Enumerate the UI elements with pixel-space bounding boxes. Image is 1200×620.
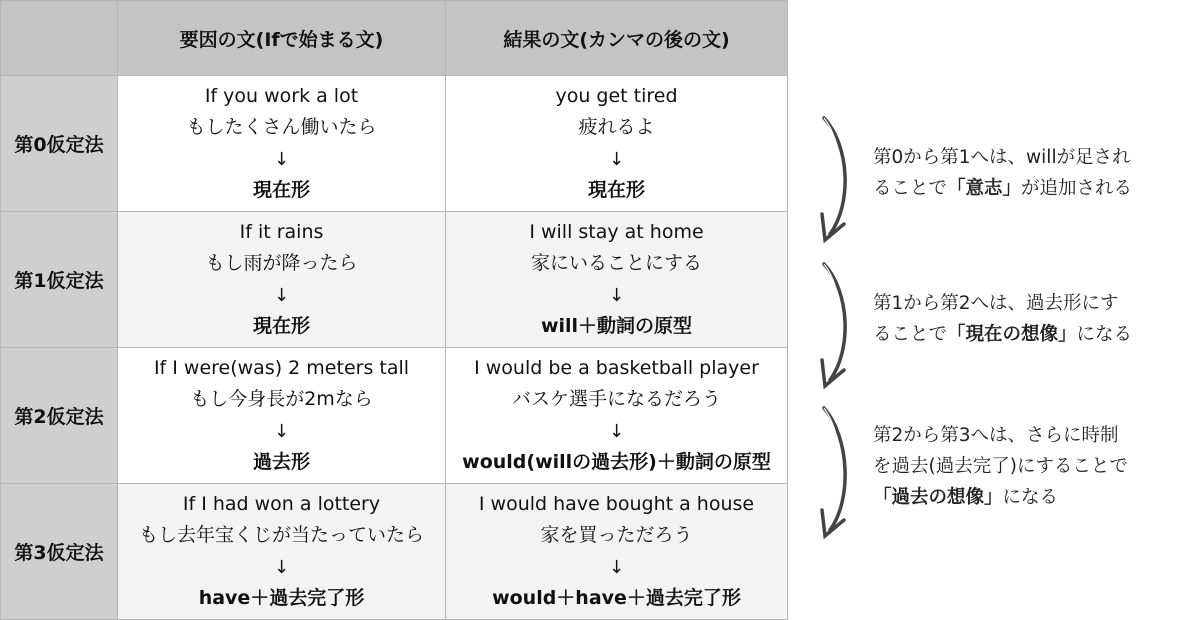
note-line: が追加される — [1021, 178, 1133, 199]
table-row — [1, 212, 788, 348]
down-arrow-icon: ↓ — [273, 556, 290, 578]
curved-down-arrow-icon — [810, 402, 860, 542]
result-cell — [446, 484, 788, 620]
header-result: 結果の文(カンマの後の文) — [446, 1, 788, 76]
result-english: you get tired — [555, 84, 678, 107]
cause-english: If I were(was) 2 meters tall — [153, 356, 410, 379]
result-cell — [446, 212, 788, 348]
header-cause: 要因の文(Ifで始まる文) — [118, 1, 446, 76]
note-line: ることで — [873, 178, 948, 199]
note-2-to-3 — [873, 420, 1193, 513]
down-arrow-icon: ↓ — [608, 420, 625, 442]
table-row — [1, 484, 788, 620]
result-cell — [446, 76, 788, 212]
result-english: I would have bought a house — [478, 492, 755, 515]
result-form: 現在形 — [587, 179, 645, 201]
result-english: I would be a basketball player — [474, 356, 759, 379]
result-cell — [446, 348, 788, 484]
note-1-to-2 — [873, 288, 1193, 350]
result-form: would(willの過去形)＋動詞の原型 — [462, 451, 771, 473]
note-line: 第1から第2へは、過去形にす — [873, 293, 1119, 314]
cause-form: have＋過去完了形 — [198, 587, 365, 609]
cause-english: If it rains — [239, 220, 324, 243]
note-line: ることで — [873, 324, 948, 345]
row-label: 第2仮定法 — [1, 348, 118, 484]
result-japanese: 家を買っただろう — [540, 524, 693, 546]
note-line: を過去(過去完了)にすることで — [873, 456, 1128, 477]
note-emphasis: 「現在の想像」 — [947, 324, 1077, 345]
note-line: 第0から第1へは、willが足され — [873, 147, 1131, 168]
down-arrow-icon: ↓ — [608, 556, 625, 578]
cause-form: 現在形 — [252, 315, 310, 337]
note-line: になる — [1002, 487, 1059, 508]
down-arrow-icon: ↓ — [608, 148, 625, 170]
result-english: I will stay at home — [529, 220, 704, 243]
note-line: になる — [1076, 324, 1133, 345]
cause-cell — [118, 212, 446, 348]
cause-english: If you work a lot — [204, 84, 359, 107]
cause-japanese: もし去年宝くじが当たっていたら — [138, 524, 424, 546]
down-arrow-icon: ↓ — [273, 284, 290, 306]
row-label: 第1仮定法 — [1, 212, 118, 348]
result-japanese: 疲れるよ — [578, 116, 655, 138]
table-row — [1, 348, 788, 484]
cause-japanese: もし雨が降ったら — [205, 252, 358, 274]
header-row — [1, 1, 788, 76]
cause-cell — [118, 348, 446, 484]
curved-down-arrow-icon — [810, 258, 860, 392]
row-label: 第0仮定法 — [1, 76, 118, 212]
cause-form: 過去形 — [252, 451, 310, 473]
cause-cell — [118, 484, 446, 620]
note-0-to-1 — [873, 142, 1193, 204]
curved-down-arrow-icon — [810, 112, 860, 246]
note-line: 第2から第3へは、さらに時制 — [873, 425, 1119, 446]
down-arrow-icon: ↓ — [273, 148, 290, 170]
cause-english: If I had won a lottery — [182, 492, 381, 515]
table-row — [1, 76, 788, 212]
cause-form: 現在形 — [252, 179, 310, 201]
row-label: 第3仮定法 — [1, 484, 118, 620]
cause-japanese: もしたくさん働いたら — [186, 116, 377, 138]
note-emphasis: 「意志」 — [947, 178, 1022, 199]
down-arrow-icon: ↓ — [273, 420, 290, 442]
cause-cell — [118, 76, 446, 212]
header-corner — [1, 1, 118, 76]
result-japanese: 家にいることにする — [530, 252, 702, 274]
cause-japanese: もし今身長が2mなら — [190, 388, 373, 410]
result-japanese: バスケ選手になるだろう — [511, 388, 721, 410]
note-emphasis: 「過去の想像」 — [873, 487, 1003, 508]
down-arrow-icon: ↓ — [608, 284, 625, 306]
result-form: will＋動詞の原型 — [540, 315, 693, 337]
result-form: would＋have＋過去完了形 — [492, 587, 741, 609]
